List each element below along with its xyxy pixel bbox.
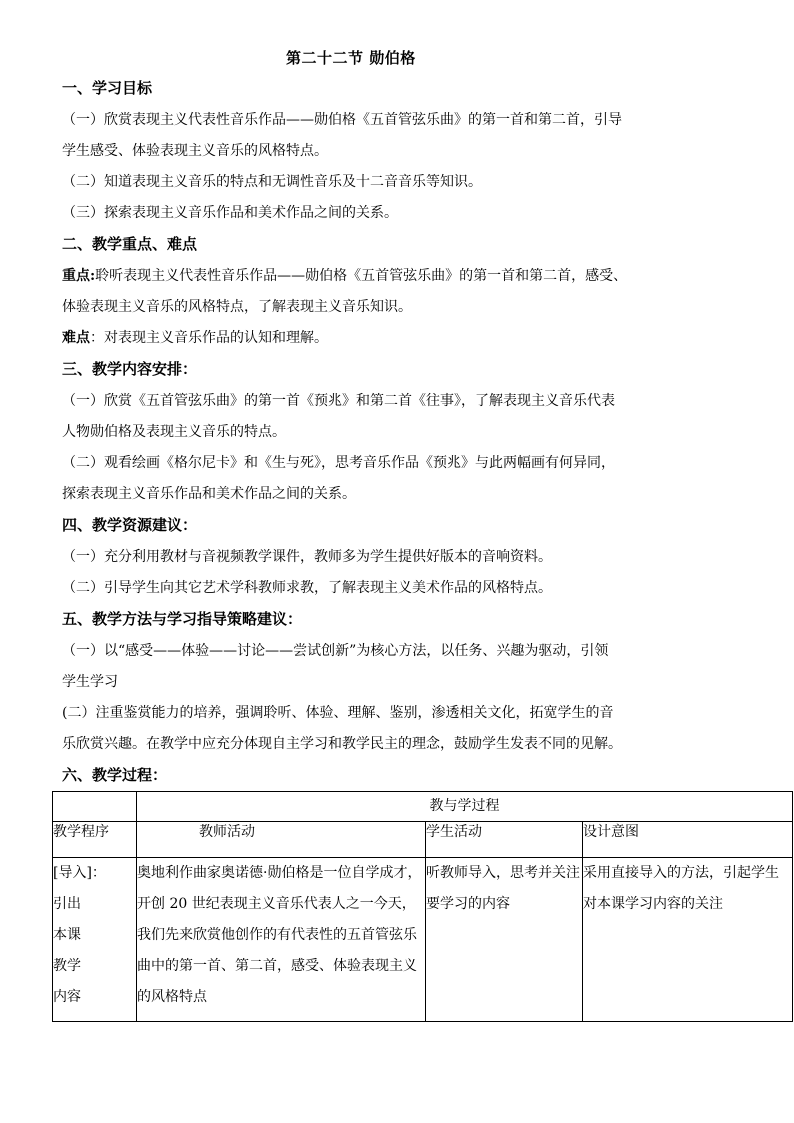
- teacher-activity-cell: 奥地利作曲家奥诺德·勋伯格是一位自学成才，开创 20 世纪表现主义音乐代表人之一今天，我们先来欣赏他创作的有代表性的五首管弦乐曲中的第一首、第二首，感受、体验表现主义的风格特点: [137, 858, 426, 1022]
- section-heading-key-points: 二、教学重点、难点: [62, 235, 198, 253]
- objective-2: （二）知道表现主义音乐的特点和无调性音乐及十二音音乐等知识。: [62, 174, 482, 190]
- objective-3: （三）探索表现主义音乐作品和美术作品之间的关系。: [62, 205, 398, 221]
- section-heading-objectives: 一、学习目标: [62, 79, 153, 97]
- method-1-line-1: （一）以“感受——体验——讨论——尝试创新”为核心方法，以任务、兴趣为驱动，引领: [62, 643, 609, 659]
- col-header-step: 教学程序: [53, 822, 137, 858]
- method-1-line-2: 学生学习: [62, 674, 118, 690]
- section-heading-methods: 五、教学方法与学习指导策略建议：: [62, 610, 303, 628]
- group-header-cell: 教与学过程: [137, 792, 793, 822]
- student-activity-cell: 听教师导入，思考并关注要学习的内容: [426, 858, 583, 1022]
- key-point-text: 聆听表现主义代表性音乐作品——勋伯格《五首管弦乐曲》的第一首和第二首，感受、: [95, 268, 628, 284]
- objective-1-line-1: （一）欣赏表现主义代表性音乐作品——勋伯格《五首管弦乐曲》的第一首和第二首，引导: [62, 112, 622, 128]
- content-2-line-1: （二）观看绘画《格尔尼卡》和《生与死》，思考音乐作品《预兆》与此两幅画有何异同，: [62, 455, 615, 471]
- key-point-line-1: [62, 266, 627, 286]
- method-2-line-2: 乐欣赏兴趣。在教学中应充分体现自主学习和教学民主的理念，鼓励学生发表不同的见解。: [62, 736, 622, 752]
- step-cell: [53, 858, 137, 1022]
- design-intent-cell: 采用直接导入的方法，引起学生对本课学习内容的关注: [583, 858, 793, 1022]
- resource-2: （二）引导学生向其它艺术学科教师求教，了解表现主义美术作品的风格特点。: [62, 580, 552, 596]
- step-line: 教学: [53, 958, 81, 974]
- content-2-line-2: 探索表现主义音乐作品和美术作品之间的关系。: [62, 486, 356, 502]
- teaching-process-table: [52, 791, 793, 1022]
- section-heading-resources: 四、教学资源建议：: [62, 516, 198, 534]
- key-point-line-2: 体验表现主义音乐的风格特点，了解表现主义音乐知识。: [62, 299, 412, 315]
- content-1-line-2: 人物勋伯格及表现主义音乐的特点。: [62, 424, 286, 440]
- step-line: 引出: [53, 896, 81, 912]
- difficulty-text: ：对表现主义音乐作品的认知和理解。: [90, 330, 328, 346]
- objective-1-line-2: 学生感受、体验表现主义音乐的风格特点。: [62, 143, 328, 159]
- table-corner-cell: [53, 792, 137, 822]
- table-column-header-row: [53, 822, 793, 858]
- table-row: [53, 858, 793, 1022]
- method-2-line-1: (二）注重鉴赏能力的培养，强调聆听、体验、理解、鉴别，渗透相关文化，拓宽学生的音: [62, 705, 614, 721]
- col-header-intent: 设计意图: [583, 822, 793, 858]
- step-line: 本课: [53, 927, 81, 943]
- step-line: 内容: [53, 989, 81, 1005]
- section-heading-content: 三、教学内容安排：: [62, 360, 198, 378]
- content-1-line-1: （一）欣赏《五首管弦乐曲》的第一首《预兆》和第二首《往事》，了解表现主义音乐代表: [62, 393, 615, 409]
- col-header-student: 学生活动: [426, 822, 583, 858]
- col-header-teacher: 教师活动: [137, 822, 426, 858]
- section-heading-process: 六、教学过程：: [62, 766, 168, 784]
- difficulty-line: [62, 328, 328, 348]
- difficulty-label: 难点: [62, 330, 90, 346]
- table-group-header-row: [53, 792, 793, 822]
- resource-1: （一）充分利用教材与音视频教学课件，教师多为学生提供好版本的音响资料。: [62, 549, 552, 565]
- step-line: [导入]：: [53, 865, 106, 881]
- key-point-label: 重点:: [62, 268, 96, 284]
- page-title: 第二十二节 勋伯格: [286, 49, 416, 67]
